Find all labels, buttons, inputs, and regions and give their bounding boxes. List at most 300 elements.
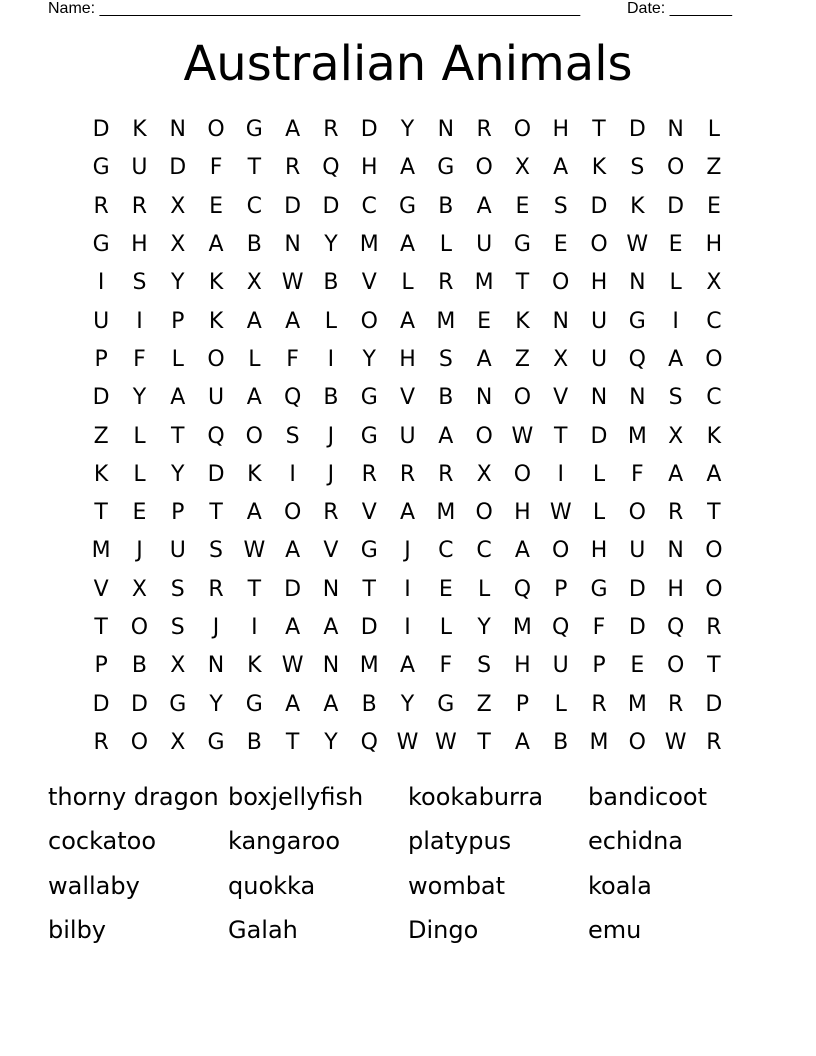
grid-letter: A <box>514 538 530 564</box>
grid-letter: N <box>322 576 340 602</box>
grid-letter: N <box>475 385 493 411</box>
grid-letter: R <box>208 576 224 602</box>
grid-letter: V <box>361 270 377 296</box>
grid-letter: D <box>169 155 187 181</box>
word-list-item: echidna <box>588 827 683 856</box>
grid-letter: R <box>476 117 492 143</box>
grid-letter: E <box>630 653 645 679</box>
grid-letter: A <box>668 346 684 372</box>
grid-letter: O <box>475 500 493 526</box>
grid-letter: D <box>590 193 608 219</box>
grid-letter: K <box>208 270 224 296</box>
grid-letter: T <box>209 500 223 526</box>
grid-letter: S <box>170 576 185 602</box>
grid-letter: D <box>130 691 148 717</box>
grid-letter: G <box>245 117 263 143</box>
grid-letter: I <box>672 308 679 334</box>
grid-letter: U <box>629 538 646 564</box>
word-list-item: kookaburra <box>408 783 544 811</box>
grid-letter: K <box>591 155 607 181</box>
grid-letter: K <box>247 653 262 679</box>
grid-letter: B <box>323 270 339 296</box>
grid-letter: B <box>361 691 377 717</box>
grid-letter: L <box>592 500 606 526</box>
grid-letter: N <box>437 117 455 143</box>
grid-letter: Z <box>706 155 722 181</box>
grid-letter: N <box>284 232 301 258</box>
letter-grid <box>82 111 733 762</box>
grid-letter: I <box>404 576 411 602</box>
grid-letter: S <box>630 155 645 181</box>
page-title: Australian Animals <box>183 36 633 92</box>
grid-letter: O <box>666 155 685 181</box>
grid-letter: R <box>438 461 454 487</box>
word-list-item: bilby <box>48 915 107 944</box>
name-field: Name: ______________________________________________________ <box>48 0 581 17</box>
grid-letter: Z <box>514 346 530 372</box>
grid-letter: F <box>439 653 453 679</box>
grid-letter: M <box>589 729 609 755</box>
grid-letter: C <box>706 385 722 411</box>
grid-letter: M <box>91 538 111 564</box>
word-list-item: wallaby <box>48 871 140 900</box>
grid-letter: O <box>705 538 723 564</box>
grid-letter: I <box>404 615 411 640</box>
grid-letter: D <box>284 193 302 219</box>
grid-letter: G <box>437 691 455 717</box>
grid-letter: O <box>552 270 570 296</box>
grid-letter: D <box>92 117 110 143</box>
grid-letter: T <box>94 615 108 640</box>
grid-letter: G <box>513 232 531 258</box>
grid-letter: C <box>706 308 722 334</box>
grid-letter: A <box>285 691 301 717</box>
grid-letter: O <box>628 500 646 526</box>
grid-letter: L <box>707 117 721 143</box>
grid-letter: O <box>552 538 570 564</box>
grid-letter: Q <box>628 346 646 372</box>
grid-letter: O <box>130 729 149 755</box>
grid-letter: Q <box>207 423 225 449</box>
grid-letter: N <box>590 385 608 411</box>
grid-letter: E <box>132 500 147 526</box>
grid-letter: H <box>514 500 531 526</box>
grid-letter: B <box>553 729 569 755</box>
grid-letter: X <box>553 346 569 372</box>
grid-letter: T <box>247 576 262 602</box>
grid-letter: R <box>323 117 339 143</box>
grid-letter: Q <box>666 615 685 640</box>
grid-letter: M <box>359 232 379 258</box>
grid-letter: W <box>281 270 304 296</box>
grid-letter: F <box>286 346 299 372</box>
grid-letter: U <box>590 346 608 372</box>
grid-letter: O <box>513 117 532 143</box>
grid-letter: A <box>476 346 492 372</box>
grid-letter: A <box>323 691 339 717</box>
grid-letter: V <box>361 500 377 526</box>
grid-letter: N <box>169 117 186 143</box>
grid-letter: N <box>207 653 225 679</box>
grid-letter: U <box>399 423 416 449</box>
grid-letter: A <box>285 615 301 640</box>
grid-letter: U <box>93 308 110 334</box>
grid-letter: O <box>360 308 378 334</box>
grid-letter: G <box>360 385 378 411</box>
grid-letter: O <box>283 500 302 526</box>
grid-letter: L <box>592 461 606 487</box>
grid-letter: T <box>362 576 376 602</box>
grid-letter: X <box>476 461 492 487</box>
grid-letter: S <box>132 270 147 296</box>
grid-letter: N <box>629 270 646 296</box>
grid-letter: K <box>132 117 147 143</box>
grid-letter: Y <box>477 615 491 640</box>
grid-letter: H <box>360 155 378 181</box>
grid-letter: D <box>322 193 340 219</box>
grid-letter: M <box>359 653 379 679</box>
grid-letter: O <box>245 423 263 449</box>
grid-letter: A <box>706 461 722 487</box>
grid-letter: G <box>437 155 455 181</box>
word-list-item: bandicoot <box>588 783 708 811</box>
grid-letter: K <box>706 423 722 449</box>
word-list-item: koala <box>588 871 652 900</box>
grid-letter: K <box>515 308 530 334</box>
grid-letter: Q <box>322 155 340 181</box>
grid-letter: R <box>438 270 454 296</box>
grid-letter: Q <box>513 576 532 602</box>
grid-letter: T <box>707 500 721 526</box>
date-field: Date: _______ <box>627 0 732 17</box>
grid-letter: J <box>327 423 335 449</box>
grid-letter: S <box>209 538 224 564</box>
grid-letter: E <box>553 232 568 258</box>
grid-letter: A <box>246 385 262 411</box>
grid-letter: O <box>475 155 493 181</box>
grid-letter: R <box>323 500 339 526</box>
grid-letter: S <box>170 615 185 640</box>
grid-letter: W <box>396 729 419 755</box>
grid-letter: X <box>131 576 147 602</box>
grid-letter: T <box>707 653 721 679</box>
grid-letter: E <box>706 193 721 219</box>
grid-letter: R <box>399 461 416 487</box>
grid-letter: T <box>477 729 491 755</box>
grid-letter: H <box>552 117 569 143</box>
grid-letter: U <box>207 385 225 411</box>
grid-letter: X <box>668 423 684 449</box>
grid-letter: H <box>514 653 531 679</box>
grid-letter: W <box>626 232 649 258</box>
grid-letter: P <box>515 691 530 717</box>
grid-letter: L <box>133 423 146 449</box>
grid-letter: Y <box>171 270 185 296</box>
grid-letter: X <box>170 729 186 755</box>
grid-letter: T <box>515 270 530 296</box>
word-list-item: Dingo <box>408 915 479 944</box>
grid-letter: H <box>131 232 148 258</box>
grid-letter: Y <box>171 461 185 487</box>
grid-letter: F <box>592 615 606 640</box>
grid-letter: Q <box>552 615 570 640</box>
grid-letter: I <box>327 346 335 372</box>
grid-letter: W <box>281 653 304 679</box>
grid-letter: W <box>243 538 266 564</box>
grid-letter: N <box>667 538 684 564</box>
grid-letter: A <box>285 538 301 564</box>
word-list-item: wombat <box>408 871 506 900</box>
grid-letter: Y <box>132 385 147 411</box>
grid-letter: A <box>399 500 416 526</box>
grid-letter: O <box>513 385 532 411</box>
grid-letter: M <box>436 500 456 526</box>
grid-letter: A <box>399 232 416 258</box>
grid-letter: D <box>590 423 608 449</box>
grid-letter: C <box>361 193 377 219</box>
grid-letter: H <box>667 576 684 602</box>
grid-letter: U <box>552 653 569 679</box>
grid-letter: O <box>207 346 225 372</box>
grid-letter: D <box>92 691 110 717</box>
grid-letter: X <box>170 232 186 258</box>
grid-letter: B <box>246 232 262 258</box>
grid-letter: I <box>289 461 296 487</box>
grid-letter: Y <box>400 117 415 143</box>
grid-letter: I <box>251 615 258 640</box>
word-list-item: quokka <box>228 871 316 900</box>
grid-letter: L <box>401 270 414 296</box>
grid-letter: N <box>629 385 646 411</box>
grid-letter: X <box>706 270 722 296</box>
grid-letter: F <box>133 346 146 372</box>
word-list-item: emu <box>588 915 642 944</box>
grid-letter: W <box>664 729 687 755</box>
grid-letter: R <box>706 615 722 640</box>
grid-letter: L <box>439 615 452 640</box>
grid-letter: C <box>438 538 454 564</box>
grid-letter: O <box>705 576 723 602</box>
grid-letter: S <box>668 385 683 411</box>
grid-letter: O <box>513 461 532 487</box>
word-list-item: Galah <box>228 915 298 944</box>
grid-letter: L <box>477 576 491 602</box>
grid-letter: I <box>97 270 105 296</box>
grid-letter: J <box>404 538 411 564</box>
grid-letter: D <box>92 385 110 411</box>
grid-letter: T <box>247 155 262 181</box>
grid-letter: T <box>592 117 606 143</box>
grid-letter: T <box>171 423 185 449</box>
grid-letter: V <box>553 385 569 411</box>
grid-letter: K <box>630 193 645 219</box>
grid-letter: G <box>92 155 110 181</box>
grid-letter: O <box>666 653 685 679</box>
grid-letter: N <box>667 117 684 143</box>
grid-letter: T <box>94 500 108 526</box>
grid-letter: B <box>438 385 454 411</box>
grid-letter: G <box>590 576 608 602</box>
grid-letter: X <box>170 653 186 679</box>
grid-letter: O <box>705 346 723 372</box>
grid-letter: G <box>360 423 378 449</box>
grid-letter: D <box>207 461 225 487</box>
grid-letter: L <box>554 691 567 717</box>
header <box>48 0 748 20</box>
grid-letter: Z <box>93 423 109 449</box>
grid-letter: I <box>136 308 143 334</box>
grid-letter: X <box>514 155 530 181</box>
grid-letter: S <box>438 346 453 372</box>
grid-letter: P <box>171 500 185 526</box>
grid-letter: X <box>170 193 186 219</box>
grid-letter: B <box>323 385 339 411</box>
grid-letter: Y <box>362 346 376 372</box>
grid-letter: A <box>476 193 492 219</box>
word-list-item: kangaroo <box>228 827 341 856</box>
grid-letter: E <box>515 193 530 219</box>
grid-letter: D <box>360 615 378 640</box>
grid-letter: W <box>434 729 457 755</box>
grid-letter: U <box>169 538 186 564</box>
grid-letter: O <box>628 729 646 755</box>
grid-letter: J <box>136 538 143 564</box>
grid-letter: D <box>628 117 646 143</box>
word-list <box>48 776 768 953</box>
grid-letter: P <box>171 308 185 334</box>
grid-letter: V <box>323 538 339 564</box>
grid-letter: M <box>512 615 532 640</box>
word-list-item: platypus <box>408 827 512 856</box>
grid-letter: R <box>361 461 377 487</box>
grid-letter: A <box>323 615 339 640</box>
grid-letter: U <box>476 232 493 258</box>
grid-letter: W <box>549 500 572 526</box>
grid-letter: H <box>399 346 416 372</box>
grid-letter: A <box>285 117 301 143</box>
grid-letter: W <box>511 423 534 449</box>
grid-letter: D <box>628 576 646 602</box>
grid-letter: X <box>246 270 262 296</box>
grid-letter: M <box>474 270 494 296</box>
grid-letter: N <box>322 653 340 679</box>
grid-letter: G <box>207 729 225 755</box>
grid-letter: A <box>399 308 416 334</box>
grid-letter: A <box>438 423 454 449</box>
grid-letter: A <box>399 155 416 181</box>
grid-letter: P <box>592 653 606 679</box>
grid-letter: L <box>171 346 184 372</box>
grid-letter: T <box>285 729 300 755</box>
grid-letter: F <box>630 461 644 487</box>
grid-letter: J <box>212 615 220 640</box>
grid-letter: G <box>245 691 263 717</box>
grid-letter: H <box>590 270 608 296</box>
grid-letter: O <box>590 232 608 258</box>
grid-letter: A <box>170 385 186 411</box>
grid-letter: Y <box>209 691 223 717</box>
word-list-item: boxjellyfish <box>228 783 364 811</box>
grid-letter: B <box>246 729 262 755</box>
grid-letter: E <box>668 232 683 258</box>
grid-letter: Y <box>400 691 415 717</box>
word-list-item: cockatoo <box>48 827 157 856</box>
grid-letter: R <box>591 691 607 717</box>
grid-letter: G <box>92 232 110 258</box>
grid-letter: R <box>93 729 109 755</box>
grid-letter: K <box>208 308 224 334</box>
grid-letter: L <box>324 308 338 334</box>
grid-letter: C <box>476 538 492 564</box>
grid-letter: B <box>131 653 147 679</box>
grid-letter: C <box>246 193 263 219</box>
grid-letter: D <box>628 615 646 640</box>
grid-letter: S <box>285 423 300 449</box>
grid-letter: L <box>133 461 146 487</box>
grid-letter: R <box>706 729 722 755</box>
grid-letter: R <box>667 500 684 526</box>
grid-letter: R <box>131 193 148 219</box>
grid-letter: K <box>247 461 262 487</box>
grid-letter: M <box>627 691 647 717</box>
grid-letter: P <box>554 576 568 602</box>
grid-letter: R <box>284 155 301 181</box>
grid-letter: Y <box>324 232 338 258</box>
grid-letter: F <box>209 155 223 181</box>
grid-letter: A <box>514 729 530 755</box>
grid-letter: M <box>627 423 647 449</box>
grid-letter: K <box>93 461 109 487</box>
grid-letter: V <box>399 385 416 411</box>
grid-letter: O <box>207 117 225 143</box>
grid-letter: A <box>208 232 224 258</box>
grid-letter: P <box>94 346 108 372</box>
grid-letter: P <box>94 653 108 679</box>
grid-letter: N <box>552 308 569 334</box>
grid-letter: B <box>438 193 454 219</box>
grid-letter: Y <box>324 729 338 755</box>
grid-letter: U <box>590 308 608 334</box>
grid-letter: G <box>628 308 646 334</box>
grid-letter: L <box>248 346 261 372</box>
grid-letter: Q <box>283 385 302 411</box>
grid-letter: O <box>130 615 149 640</box>
grid-letter: S <box>477 653 492 679</box>
grid-letter: A <box>285 308 301 334</box>
grid-letter: R <box>667 691 684 717</box>
grid-letter: R <box>93 193 109 219</box>
grid-letter: A <box>246 500 262 526</box>
grid-letter: U <box>131 155 148 181</box>
grid-letter: A <box>553 155 569 181</box>
grid-letter: G <box>169 691 187 717</box>
grid-letter: I <box>557 461 564 487</box>
grid-letter: O <box>475 423 493 449</box>
grid-letter: E <box>209 193 223 219</box>
grid-letter: V <box>93 576 109 602</box>
grid-letter: E <box>438 576 453 602</box>
grid-letter: A <box>668 461 684 487</box>
grid-letter: E <box>477 308 492 334</box>
grid-letter: L <box>669 270 682 296</box>
grid-letter: A <box>399 653 416 679</box>
grid-letter: D <box>705 691 723 717</box>
grid-letter: D <box>360 117 378 143</box>
grid-letter: T <box>553 423 568 449</box>
grid-letter: Z <box>476 691 492 717</box>
grid-letter: D <box>667 193 685 219</box>
grid-letter: J <box>327 461 335 487</box>
